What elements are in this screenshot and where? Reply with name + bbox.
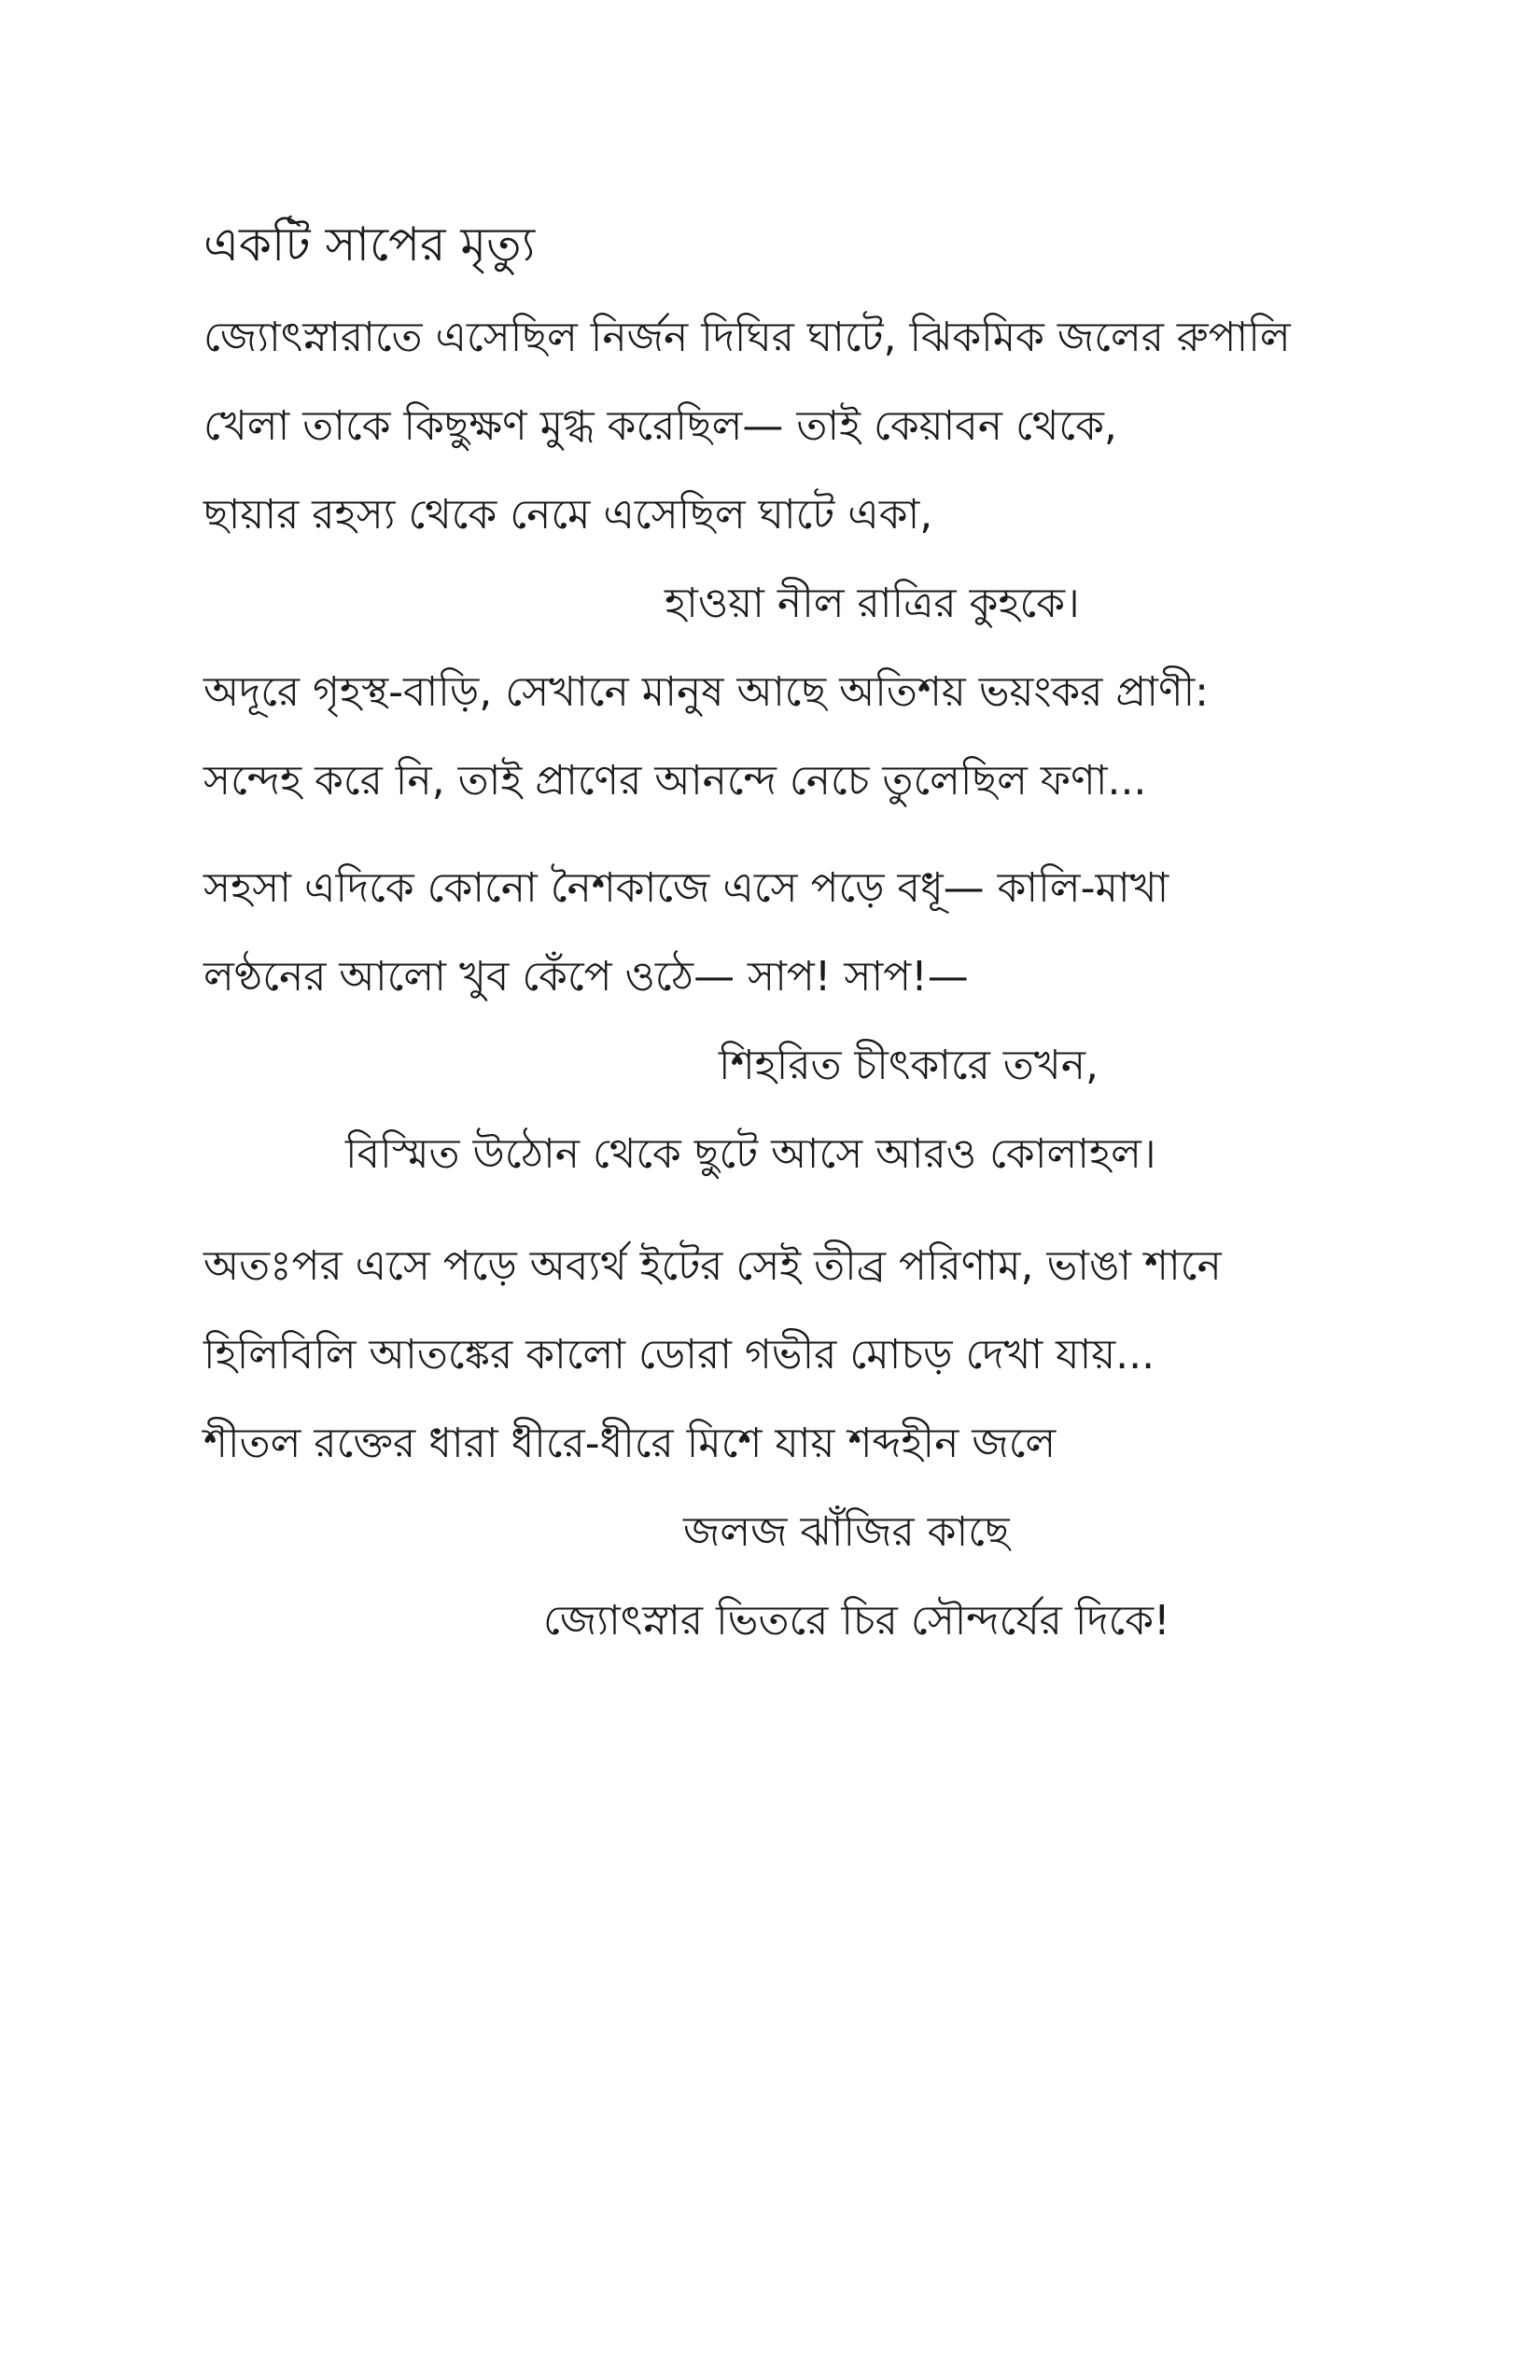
poem-line-indented: জ্যোৎস্নার ভিতরে চির সৌন্দর্যের দিকে! — [543, 1597, 1170, 1645]
poem-line: শীতল রক্তের ধারা ধীরে-ধীরে মিশে যায় শব্দহীন জলে — [203, 1420, 1057, 1467]
poem-line: খেলা তাকে কিছুক্ষণ মুগ্ধ করেছিল— তাই কেয়াবন থেকে, — [203, 402, 1117, 450]
poem-line-indented: বিস্মিত উঠোন থেকে ছুটে আসে আরও কোলাহল। — [345, 1130, 1156, 1178]
poem-line: সহসা এদিকে কোনো নৈশকাজে এসে পড়ে বধূ— কালি-মাখা — [203, 864, 1169, 912]
poem-line: অতঃপর এসে পড়ে অব্যর্থ ইটের সেই তীব্র পরিণাম, ভাঙা শানে — [203, 1242, 1222, 1290]
poem-line: লণ্ঠনের আলো খুব কেঁপে ওঠে— সাপ! সাপ!— — [203, 953, 969, 1001]
poem-line: জ্যোৎস্নারাতে এসেছিল নির্জন দিঘির ঘাটে, ঝিকমিক জলের রুপালি — [203, 314, 1291, 361]
poem-line-indented: জলজ ঝাঁজির কাছে — [683, 1508, 1010, 1556]
poem-title: একটি সাপের মৃত্যু — [203, 217, 536, 272]
poem-line: অদূরে গৃহস্থ-বাড়ি, সেখানে মানুষ আছে অতিশয় ভয়ংকর প্রাণী: — [203, 668, 1210, 716]
poem-line-indented: শিহরিত চীৎকারে তখন, — [719, 1042, 1099, 1089]
poem-line: হিলিবিলি আতঙ্কের কালো ডোরা গভীর মোচড় দেখা যায়... — [203, 1331, 1155, 1379]
poem-line: ছায়ার রহস্য থেকে নেমে এসেছিল ঘাটে একা, — [203, 491, 933, 539]
poem-line-indented: হাওয়া নীল রাত্রির কুহকে। — [665, 580, 1080, 627]
poem-line: সন্দেহ করে নি, তাই প্রাণের আনন্দে নেচে তুলেছিল ফণা... — [203, 757, 1147, 805]
